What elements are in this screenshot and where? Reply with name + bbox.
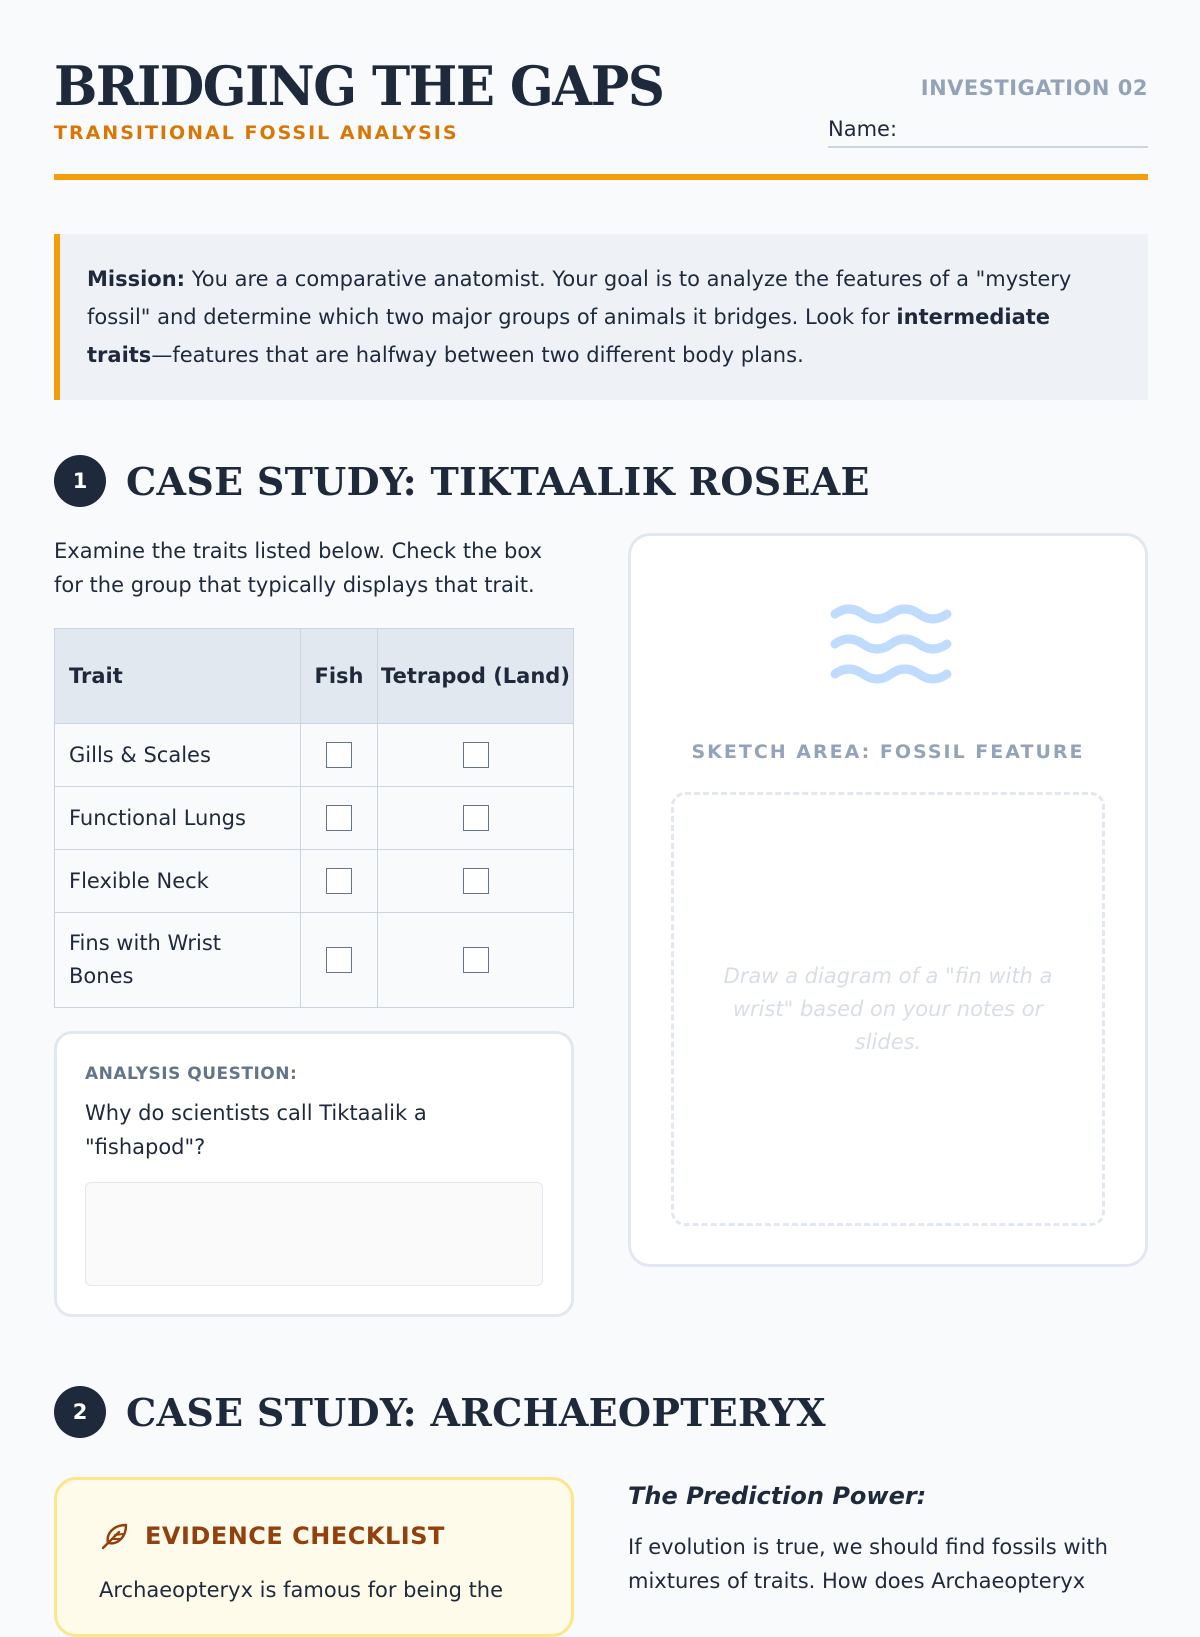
- trait-cell: Gills & Scales: [55, 724, 301, 787]
- header-divider: [54, 174, 1148, 180]
- mission-label: Mission:: [87, 267, 186, 291]
- analysis-question-text: Why do scientists call Tiktaalik a "fishapod"?: [85, 1101, 427, 1159]
- mission-bold-term: intermediate traits: [87, 305, 1051, 367]
- name-field[interactable]: [828, 112, 1148, 148]
- table-instructions: Examine the traits listed below. Check the box for the group that typically displays that trait.: [54, 539, 542, 597]
- sketch-hint-text: Draw a diagram of a "fin with a wrist" based on your notes or slides.: [723, 963, 1053, 1054]
- page-title: BRIDGING THE GAPS: [54, 54, 664, 118]
- investigation-number: INVESTIGATION 02: [920, 76, 1148, 100]
- worksheet-page: [54, 0, 1148, 1600]
- section-number-badge: 1: [54, 455, 106, 507]
- evidence-checklist-title: [99, 1520, 571, 1552]
- column-header-trait: Trait: [55, 629, 301, 724]
- analysis-question-card: [54, 1031, 574, 1317]
- prediction-text: If evolution is true, we should find fossils with mixtures of traits. How does Archaeopteryx: [628, 1535, 1108, 1593]
- evidence-text: Archaeopteryx is famous for being the: [99, 1578, 504, 1602]
- evidence-checklist-card: [54, 1477, 574, 1637]
- trait-cell: Functional Lungs: [55, 787, 301, 850]
- section-2-header: [54, 1385, 826, 1439]
- section-1-header: [54, 454, 870, 508]
- traits-table: [54, 628, 574, 1008]
- tetrapod-checkbox[interactable]: [463, 947, 489, 973]
- sketch-drawing-area[interactable]: [671, 792, 1105, 1226]
- name-label: Name:: [828, 117, 898, 141]
- trait-cell: Fins with Wrist Bones: [55, 913, 301, 1008]
- trait-cell: Flexible Neck: [55, 850, 301, 913]
- mission-callout: [54, 234, 1148, 400]
- tetrapod-checkbox[interactable]: [463, 805, 489, 831]
- fish-checkbox[interactable]: [326, 868, 352, 894]
- prediction-title: The Prediction Power:: [628, 1482, 927, 1510]
- answer-field[interactable]: [85, 1182, 543, 1286]
- section-title: CASE STUDY: TIKTAALIK ROSEAE: [126, 458, 870, 504]
- table-row: [55, 724, 574, 787]
- tetrapod-checkbox[interactable]: [463, 742, 489, 768]
- fish-checkbox[interactable]: [326, 947, 352, 973]
- sketch-card: [628, 533, 1148, 1267]
- mission-text-2: —features that are halfway between two different body plans.: [151, 343, 804, 367]
- section-number-badge: 2: [54, 1386, 106, 1438]
- section-title: CASE STUDY: ARCHAEOPTERYX: [126, 1389, 826, 1435]
- page-subtitle: TRANSITIONAL FOSSIL ANALYSIS: [54, 122, 459, 144]
- table-row: [55, 850, 574, 913]
- table-row: [55, 787, 574, 850]
- fish-checkbox[interactable]: [326, 742, 352, 768]
- column-header-fish: Fish: [301, 629, 378, 724]
- column-header-tetrapod: Tetrapod (Land): [378, 629, 574, 724]
- evidence-checklist-label: EVIDENCE CHECKLIST: [145, 1522, 445, 1550]
- sketch-area-label: SKETCH AREA: FOSSIL FEATURE: [691, 741, 1085, 763]
- feather-icon: [99, 1520, 131, 1552]
- tetrapod-checkbox[interactable]: [463, 868, 489, 894]
- water-waves-icon: [829, 600, 953, 690]
- table-row: [55, 913, 574, 1008]
- mission-text-1: You are a comparative anatomist. Your goal is to analyze the features of a "mystery fossil" and determine which two major groups of animals it bridges. Look for: [87, 267, 1072, 329]
- fish-checkbox[interactable]: [326, 805, 352, 831]
- analysis-question-label: ANALYSIS QUESTION:: [85, 1064, 298, 1084]
